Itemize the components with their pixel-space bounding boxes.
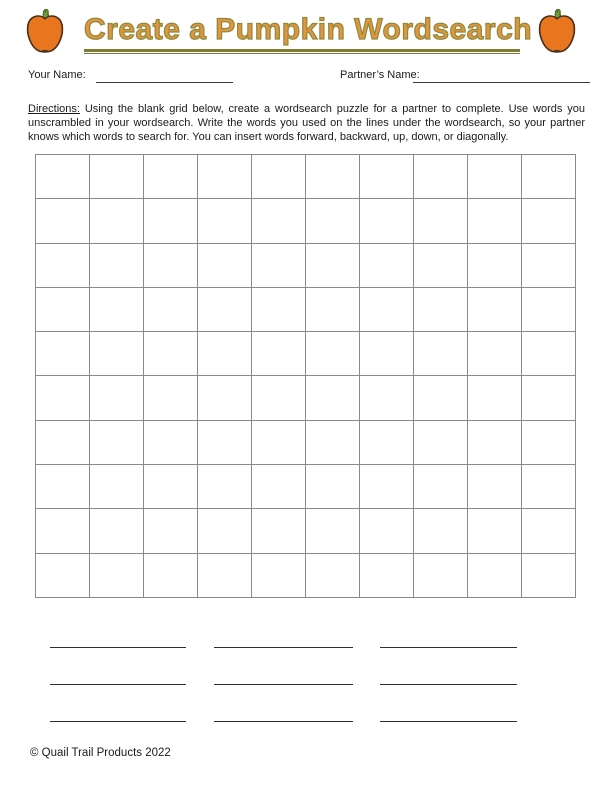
grid-cell [414, 509, 468, 553]
grid-cell [36, 199, 90, 243]
grid-cell [198, 155, 252, 199]
grid-cell [198, 421, 252, 465]
grid-cell [36, 332, 90, 376]
grid-cell [522, 376, 576, 420]
page-header [84, 12, 533, 54]
grid-cell [198, 554, 252, 598]
word-line [380, 685, 517, 722]
pumpkin-icon [24, 8, 66, 55]
grid-cell [36, 155, 90, 199]
grid-cell [468, 554, 522, 598]
grid-cell [144, 509, 198, 553]
grid-cell [522, 155, 576, 199]
grid-cell [306, 155, 360, 199]
grid-cell [360, 199, 414, 243]
grid-cell [306, 288, 360, 332]
title-underline-thin [84, 53, 520, 54]
partner-name-label: Partner’s Name: [340, 69, 420, 81]
grid-cell [90, 288, 144, 332]
grid-cell [252, 332, 306, 376]
grid-cell [198, 288, 252, 332]
grid-cell [522, 332, 576, 376]
grid-cell [306, 554, 360, 598]
grid-cell [252, 509, 306, 553]
directions-text: Using the blank grid below, create a wordsearch puzzle for a partner to complete. Use words you unscrambled in your wordsearch. Write the words you used on the lines under the wordsearch, so your partner knows which words to search for. You can insert words forward, backward, up, down, or diagonally. [28, 103, 585, 143]
grid-cell [360, 332, 414, 376]
grid-cell [252, 421, 306, 465]
grid-cell [522, 421, 576, 465]
grid-cell [522, 554, 576, 598]
grid-cell [414, 465, 468, 509]
word-lines [50, 611, 517, 722]
grid-cell [198, 376, 252, 420]
grid-cell [144, 155, 198, 199]
grid-cell [414, 199, 468, 243]
grid-cell [144, 244, 198, 288]
grid-cell [252, 199, 306, 243]
grid-cell [414, 332, 468, 376]
grid-cell [360, 421, 414, 465]
grid-cell [360, 376, 414, 420]
grid-cell [360, 465, 414, 509]
grid-cell [36, 554, 90, 598]
grid-cell [90, 465, 144, 509]
grid-cell [468, 465, 522, 509]
grid-cell [198, 465, 252, 509]
grid-cell [468, 509, 522, 553]
grid-cell [360, 288, 414, 332]
grid-cell [90, 421, 144, 465]
pumpkin-icon [536, 8, 578, 55]
grid-cell [414, 244, 468, 288]
grid-cell [468, 244, 522, 288]
grid-cell [306, 376, 360, 420]
grid-cell [468, 376, 522, 420]
grid-cell [36, 376, 90, 420]
grid-cell [90, 244, 144, 288]
grid-cell [252, 465, 306, 509]
grid-cell [414, 376, 468, 420]
grid-cell [252, 554, 306, 598]
grid-cell [198, 332, 252, 376]
grid-cell [252, 244, 306, 288]
your-name-label: Your Name: [28, 69, 86, 81]
grid-cell [360, 554, 414, 598]
grid-cell [90, 155, 144, 199]
grid-cell [414, 421, 468, 465]
grid-cell [252, 376, 306, 420]
grid-cell [36, 465, 90, 509]
word-line [50, 648, 186, 685]
word-line [214, 648, 353, 685]
word-line [380, 648, 517, 685]
grid-cell [144, 421, 198, 465]
copyright-text: © Quail Trail Products 2022 [30, 747, 171, 759]
grid-cell [252, 155, 306, 199]
grid-cell [144, 465, 198, 509]
partner-name-blank-line [413, 70, 590, 83]
word-line [214, 611, 353, 648]
grid-cell [306, 199, 360, 243]
word-line [50, 685, 186, 722]
grid-cell [90, 199, 144, 243]
grid-cell [468, 332, 522, 376]
grid-cell [306, 244, 360, 288]
grid-cell [360, 509, 414, 553]
grid-cell [144, 332, 198, 376]
grid-cell [306, 509, 360, 553]
grid-cell [360, 244, 414, 288]
grid-cell [468, 155, 522, 199]
word-line [380, 611, 517, 648]
grid-cell [90, 554, 144, 598]
title-underline [84, 49, 520, 52]
directions-label: Directions: [28, 103, 80, 115]
grid-cell [522, 465, 576, 509]
grid-cell [414, 155, 468, 199]
grid-cell [90, 509, 144, 553]
grid-cell [522, 288, 576, 332]
word-line [214, 685, 353, 722]
word-line [50, 611, 186, 648]
grid-cell [306, 332, 360, 376]
grid-cell [36, 288, 90, 332]
grid-cell [90, 332, 144, 376]
grid-cell [522, 199, 576, 243]
grid-cell [144, 376, 198, 420]
grid-cell [522, 509, 576, 553]
grid-cell [414, 288, 468, 332]
grid-cell [468, 288, 522, 332]
grid-cell [468, 421, 522, 465]
grid-cell [144, 554, 198, 598]
grid-cell [144, 199, 198, 243]
grid-cell [198, 244, 252, 288]
grid-cell [468, 199, 522, 243]
grid-cell [36, 509, 90, 553]
wordsearch-grid [35, 154, 576, 598]
grid-cell [36, 244, 90, 288]
grid-cell [36, 421, 90, 465]
grid-cell [198, 199, 252, 243]
grid-cell [144, 288, 198, 332]
grid-cell [360, 155, 414, 199]
grid-cell [306, 465, 360, 509]
grid-cell [306, 421, 360, 465]
grid-cell [522, 244, 576, 288]
grid-cell [198, 509, 252, 553]
page-title: Create a Pumpkin Wordsearch [84, 13, 533, 46]
grid-cell [252, 288, 306, 332]
directions-paragraph [28, 102, 585, 144]
your-name-blank-line [96, 70, 233, 83]
grid-cell [414, 554, 468, 598]
grid-cell [90, 376, 144, 420]
